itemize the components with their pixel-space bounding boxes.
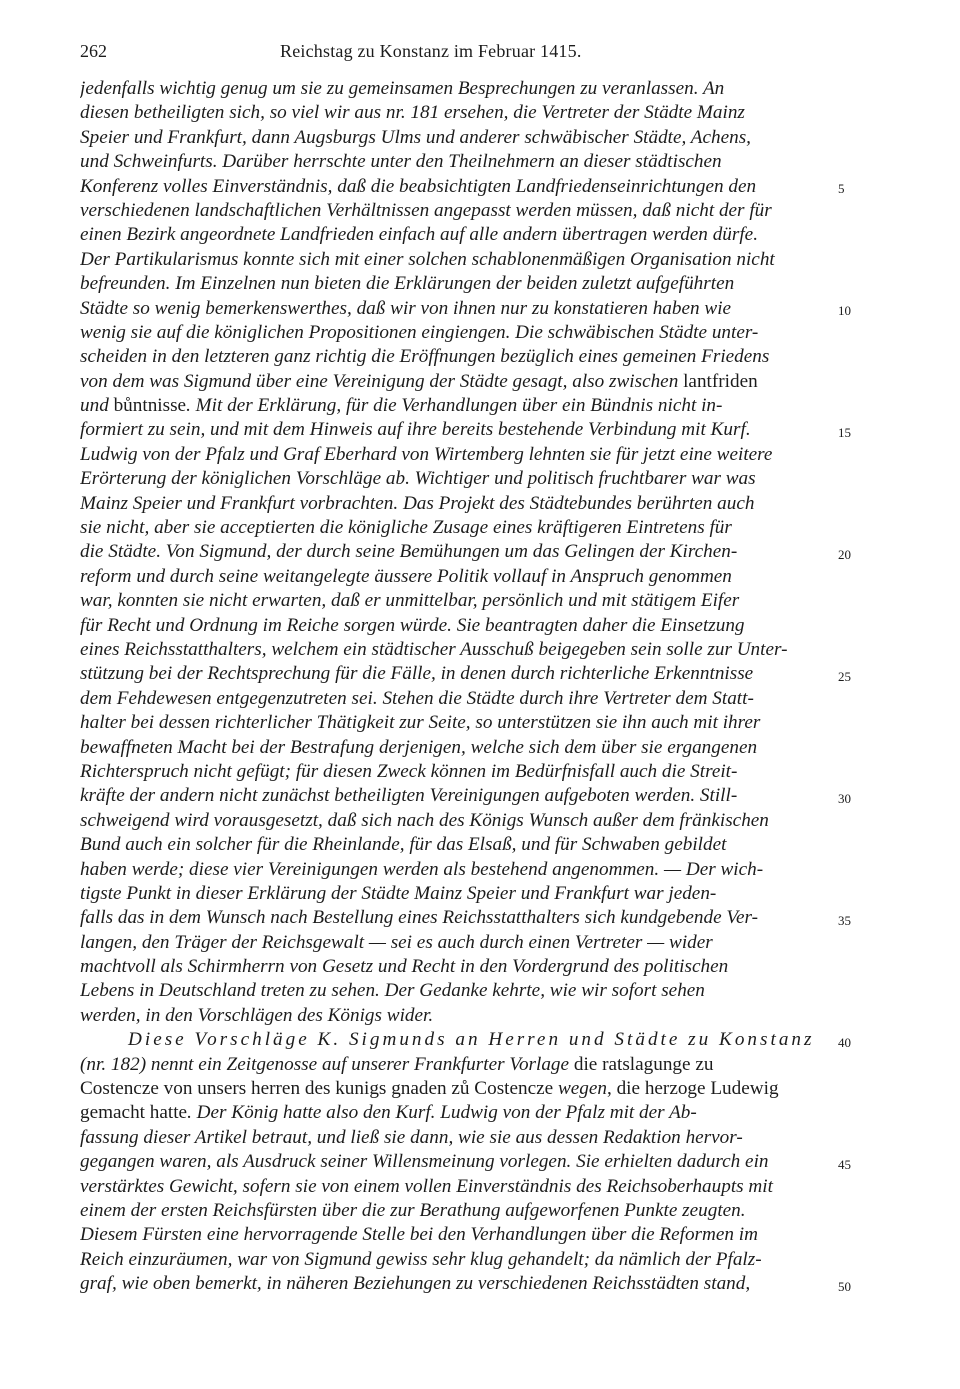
text-line <box>80 931 830 955</box>
line-number: 5 <box>838 180 845 196</box>
text-segment: für Recht und Ordnung im Reiche sorgen würde. Sie beantragten daher die Einsetzung <box>80 614 745 636</box>
text-segment: gemacht hatte <box>80 1102 188 1124</box>
text-line <box>80 150 830 174</box>
text-line <box>80 1101 830 1125</box>
text-segment: tigste Punkt in dieser Erklärung der Städte Mainz Speier und Frankfurt war jeden- <box>80 882 717 904</box>
text-segment: von dem was Sigmund über eine Vereinigung der Städte gesagt, also zwischen <box>80 370 684 392</box>
text-segment: Erörterung der königlichen Vorschläge ab. Wichtiger und politisch fruchtbarer war was <box>80 468 756 490</box>
text-segment: Städte so wenig bemerkenswerthes, daß wir von ihnen nur zu konstatieren haben wie <box>80 297 732 319</box>
text-line <box>80 297 830 321</box>
text-line <box>80 662 830 686</box>
text-segment: diesen betheiligten sich, so viel wir aus nr. 181 ersehen, die Vertreter der Städte Mainz <box>80 102 745 124</box>
text-line <box>80 687 830 711</box>
line-number: 35 <box>838 912 851 928</box>
text-line <box>80 272 830 296</box>
text-line <box>80 321 830 345</box>
text-line <box>80 565 830 589</box>
text-segment: falls das in dem Wunsch nach Bestellung eines Reichsstatthalters sich kundgebende Ver- <box>80 907 758 929</box>
text-segment: Der Partikularismus konnte sich mit einer solchen schablonenmäßigen Organisation nicht <box>80 248 775 270</box>
text-line <box>80 1248 830 1272</box>
text-line <box>80 1199 830 1223</box>
text-line <box>80 979 830 1003</box>
text-segment: verstärktes Gewicht, sofern sie von einem vollen Einverständnis des Reichsoberhaupts mit <box>80 1175 773 1197</box>
body-text <box>80 77 830 1297</box>
text-line <box>80 833 830 857</box>
text-segment: gegangen waren, als Ausdruck seiner Willensmeinung vorlegen. Sie erhielten dadurch ein <box>80 1151 769 1173</box>
text-line <box>80 101 830 125</box>
text-segment: Mainz Speier und Frankfurt vorbrachten. Das Projekt des Städtebundes berührten auch <box>80 492 755 514</box>
text-line <box>80 126 830 150</box>
text-segment: dem Fehdewesen entgegenzutreten sei. Stehen die Städte durch ihre Vertreter dem Statt- <box>80 687 754 709</box>
text-line <box>80 199 830 223</box>
text-segment: Konferenz volles Einverständnis, daß die beabsichtigten Landfriedenseinrichtungen den <box>80 175 757 197</box>
text-segment: . Der König hatte also den Kurf. Ludwig von der Pfalz mit der Ab- <box>187 1102 697 1124</box>
text-segment: jedenfalls wichtig genug um sie zu gemeinsamen Besprechungen zu veranlassen. An <box>80 78 725 99</box>
text-segment: Bund auch ein solcher für die Rheinlande, für das Elsaß, und für Schwaben gebildet <box>80 834 727 856</box>
text-segment: lantfriden <box>683 370 758 392</box>
text-line <box>80 1028 830 1052</box>
text-line <box>80 638 830 662</box>
text-line <box>80 882 830 906</box>
text-line <box>80 906 830 930</box>
text-segment: . Mit der Erklärung, für die Verhandlungen über ein Bündnis nicht in- <box>186 395 723 417</box>
text-segment: reform und durch seine weitangelegte äussere Politik vollauf in Anspruch genommen <box>80 565 732 587</box>
text-segment: scheiden in den letzteren ganz richtig die Eröffnungen bezüglich eines gemeinen Friedens <box>80 346 770 368</box>
text-line <box>80 1126 830 1150</box>
text-line <box>80 784 830 808</box>
text-line <box>80 443 830 467</box>
text-segment: bewaffneten Macht bei der Bestrafung derjenigen, welche sich dem über sie ergangenen <box>80 736 758 758</box>
line-number: 45 <box>838 1156 851 1172</box>
text-segment: machtvoll als Schirmherrn von Gesetz und Recht in den Vordergrund des politischen <box>80 956 729 978</box>
text-line <box>80 809 830 833</box>
text-segment: verschiedenen landschaftlichen Verhältnissen angepasst werden müssen, daß nicht der für <box>80 199 772 221</box>
text-line <box>80 760 830 784</box>
text-segment: haben werde; diese vier Vereinigungen werden als bestehend angenommen. — Der wich- <box>80 858 764 880</box>
text-segment: Diese Vorschläge K. Sigmunds an Herren und Städte zu Konstanz <box>128 1029 815 1051</box>
text-line <box>80 1077 830 1101</box>
text-segment: Reich einzuräumen, war von Sigmund gewiss sehr klug gehandelt; da nämlich der Pfalz- <box>80 1248 762 1270</box>
text-line <box>80 175 830 199</box>
text-segment: sie nicht, aber sie acceptierten die königliche Zusage eines kräftigeren Eintretens für <box>80 517 732 539</box>
line-number: 10 <box>838 302 851 318</box>
text-line <box>80 492 830 516</box>
text-line <box>80 516 830 540</box>
line-number: 15 <box>838 424 851 440</box>
text-line <box>80 736 830 760</box>
running-title: Reichstag zu Konstanz im Februar 1415. <box>280 41 582 61</box>
text-line <box>80 345 830 369</box>
text-segment: Speier und Frankfurt, dann Augsburgs Ulms und anderer schwäbischer Städte, Achens, <box>80 126 751 148</box>
line-number: 50 <box>838 1278 851 1294</box>
text-segment: formiert zu sein, und mit dem Hinweis auf ihre bereits bestehende Verbindung mit Kurf. <box>80 419 751 441</box>
text-line <box>80 223 830 247</box>
text-line <box>80 370 830 394</box>
text-segment: Diesem Fürsten eine hervorragende Stelle bei den Verhandlungen über die Reformen im <box>80 1224 758 1246</box>
text-segment: stützung bei der Rechtsprechung für die Fälle, in denen durch richterliche Erkenntnisse <box>80 663 754 685</box>
text-segment: und <box>80 395 114 417</box>
text-segment: wenig sie auf die königlichen Propositionen eingiengen. Die schwäbischen Städte unter- <box>80 321 759 343</box>
text-segment: graf, wie oben bemerkt, in näheren Beziehungen zu verschiedenen Reichsstädten stand, <box>80 1273 751 1295</box>
text-segment: bůntnisse <box>113 395 187 417</box>
page-number: 262 <box>80 41 107 61</box>
page-header <box>80 41 830 69</box>
text-segment: , die herzoge Ludewig <box>606 1078 779 1100</box>
text-line <box>80 1175 830 1199</box>
line-number: 30 <box>838 790 851 806</box>
text-segment: befreunden. Im Einzelnen nun bieten die Erklärungen der beiden zuletzt aufgeführten <box>80 273 735 295</box>
text-segment: schweigend wird vorausgesetzt, daß sich nach des Königs Wunsch außer dem fränkischen <box>80 809 769 831</box>
text-line <box>80 589 830 613</box>
text-line <box>80 418 830 442</box>
text-line <box>80 1004 830 1028</box>
line-number: 40 <box>838 1034 851 1050</box>
text-segment: werden, in den Vorschlägen des Königs wider. <box>80 1004 434 1026</box>
line-number: 20 <box>838 546 851 562</box>
text-line <box>80 248 830 272</box>
text-segment: die Städte. Von Sigmund, der durch seine Bemühungen um das Gelingen der Kirchen- <box>80 541 738 563</box>
text-segment: halter bei dessen richterlicher Thätigkeit zur Seite, so unterstützen sie ihn auch mit ihrer <box>80 712 761 734</box>
text-segment: Lebens in Deutschland treten zu sehen. Der Gedanke kehrte, wie wir sofort sehen <box>80 980 705 1002</box>
text-line <box>80 77 830 101</box>
text-segment: und Schweinfurts. Darüber herrschte unter den Theilnehmern an dieser städtischen <box>80 151 722 173</box>
text-line <box>80 614 830 638</box>
text-segment: fassung dieser Artikel betraut, und ließ sie dann, wie sie aus dessen Redaktion hervor- <box>80 1126 743 1148</box>
text-segment: einen Bezirk angeordnete Landfrieden einfach auf alle andern übertragen werden dürfe. <box>80 224 758 246</box>
text-line <box>80 1223 830 1247</box>
line-number: 25 <box>838 668 851 684</box>
text-segment: wegen <box>557 1078 607 1100</box>
text-line <box>80 540 830 564</box>
text-segment: die ratslagunge zu <box>573 1053 714 1075</box>
text-line <box>80 955 830 979</box>
text-line <box>80 711 830 735</box>
text-segment: Ludwig von der Pfalz und Graf Eberhard von Wirtemberg lehnten sie für jetzt eine weitere <box>80 443 773 465</box>
text-line <box>80 858 830 882</box>
text-segment: langen, den Träger der Reichsgewalt — sei es auch durch einen Vertreter — wider <box>80 931 713 953</box>
text-segment: eines Reichsstatthalters, welchem ein städtischer Ausschuß beigegeben sein solle zur Unter- <box>80 638 788 660</box>
text-segment: war, konnten sie nicht erwarten, daß er unmittelbar, persönlich und mit stätigem Eifer <box>80 590 740 612</box>
text-line <box>80 1272 830 1296</box>
text-line <box>80 1150 830 1174</box>
text-segment: Richterspruch nicht gefügt; für diesen Zweck können im Bedürfnisfall auch die Streit- <box>80 760 738 782</box>
text-segment: (nr. 182) nennt ein Zeitgenosse auf unserer Frankfurter Vorlage <box>80 1053 574 1075</box>
text-line <box>80 394 830 418</box>
text-line <box>80 1053 830 1077</box>
text-line <box>80 467 830 491</box>
text-segment: einem der ersten Reichsfürsten über die zur Berathung aufgeworfenen Punkte zeugten. <box>80 1199 746 1221</box>
text-segment: kräfte der andern nicht zunächst betheiligten Vereinigungen aufgeboten werden. Still- <box>80 785 738 807</box>
text-segment: Costencze von unsers herren des kunigs gnaden zů Costencze <box>80 1078 558 1100</box>
